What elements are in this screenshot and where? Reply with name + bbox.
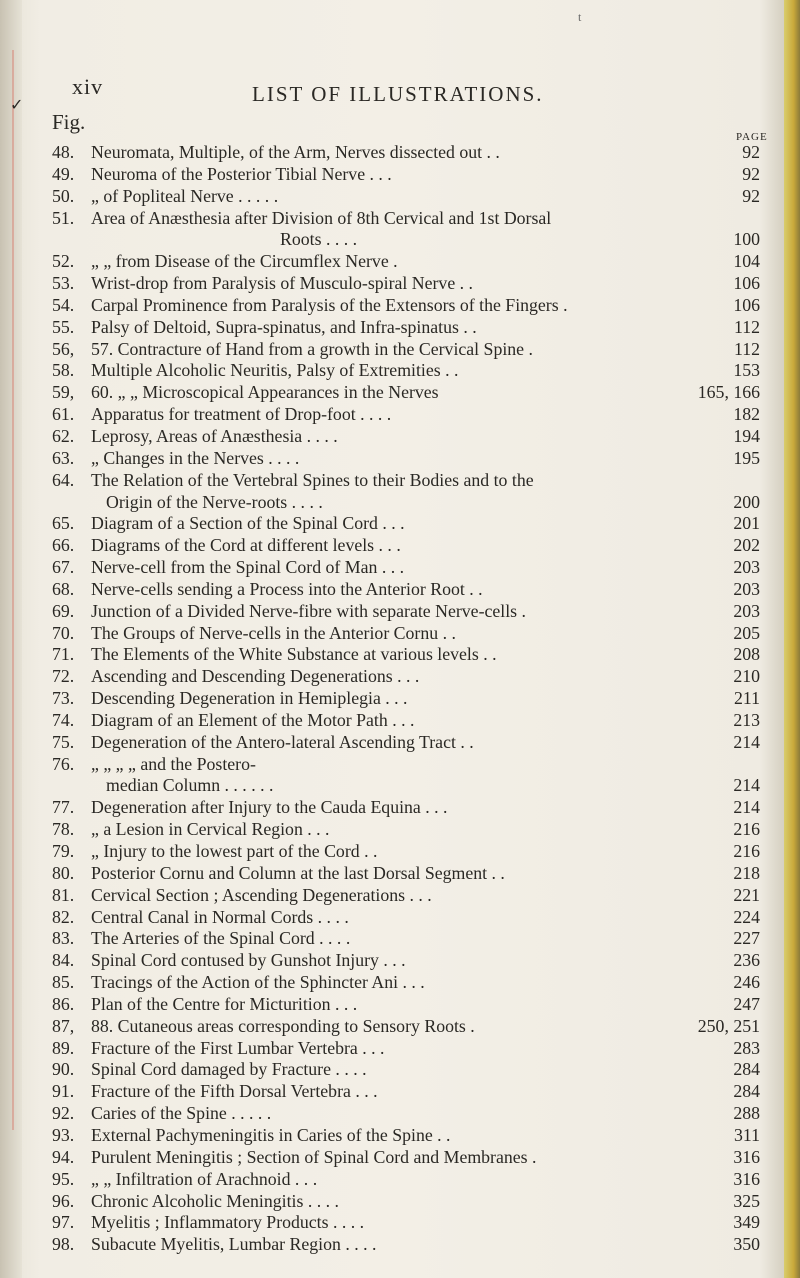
list-item (0, 666, 784, 688)
figure-title: Degeneration of the Antero-lateral Ascending Tract . . (91, 731, 474, 752)
figure-title: Diagram of an Element of the Motor Path . . . (91, 709, 415, 730)
list-item (0, 557, 784, 579)
list-item (0, 1059, 784, 1081)
figure-number: 83. (52, 928, 75, 949)
figure-title: Palsy of Deltoid, Supra-spinatus, and Infra-spinatus . . (91, 316, 477, 337)
list-item (0, 273, 784, 295)
page-number: 325 (733, 1190, 760, 1211)
page-number: 214 (733, 797, 760, 818)
page-number: 216 (733, 841, 760, 861)
page-number: 284 (733, 1081, 760, 1102)
figure-number: 64. (52, 469, 75, 490)
figure-title: „ „ from Disease of the Circumflex Nerve . (91, 251, 398, 272)
figure-title: Nerve-cell from the Spinal Cord of Man . . . (91, 557, 405, 578)
figure-number: 69. (52, 600, 75, 621)
figure-number: 86. (52, 993, 75, 1014)
page-number: 214 (733, 775, 760, 796)
figure-title: Caries of the Spine . . . . . (91, 1103, 272, 1124)
figure-number: 78. (52, 819, 75, 840)
list-item (0, 404, 784, 426)
figure-number: 84. (52, 950, 75, 971)
page-number: 200 (733, 491, 760, 512)
list-item (0, 907, 784, 929)
figure-title: „ of Popliteal Nerve . . . . . (91, 185, 279, 206)
figure-number: 77. (52, 797, 75, 818)
page-number: 316 (733, 1146, 760, 1167)
figure-number: 93. (52, 1124, 75, 1145)
page-number: 195 (733, 447, 760, 468)
page-number: 100 (733, 229, 760, 250)
page-number: 104 (733, 251, 760, 272)
figure-number: 58. (52, 360, 75, 381)
page-number: 211 (733, 688, 760, 709)
figure-title: Apparatus for treatment of Drop-foot . . . . (91, 404, 392, 425)
page-number: 153 (733, 360, 760, 381)
page-number: 92 (742, 142, 760, 162)
page-number: 203 (733, 578, 760, 599)
page-number: 201 (733, 513, 760, 534)
list-item (0, 360, 784, 382)
list-item (0, 863, 784, 885)
figure-number: 81. (52, 884, 75, 905)
list-item (0, 448, 784, 470)
figure-title: Spinal Cord contused by Gunshot Injury . . . (91, 950, 406, 971)
page-number: 216 (733, 819, 760, 840)
figure-number: 67. (52, 557, 75, 578)
figure-number: 80. (52, 862, 75, 883)
list-item (0, 732, 784, 754)
figure-number: 66. (52, 535, 75, 556)
figure-title: Neuroma of the Posterior Tibial Nerve . . . (91, 163, 392, 184)
figure-number: 53. (52, 273, 75, 294)
figure-title: Myelitis ; Inflammatory Products . . . . (91, 1212, 365, 1233)
page-number: 284 (733, 1059, 760, 1080)
figure-number: 96. (52, 1190, 75, 1211)
margin-check-mark: ✓ (10, 97, 24, 114)
list-item (0, 950, 784, 972)
list-item (0, 688, 784, 710)
list-item (0, 797, 784, 819)
figure-title: The Groups of Nerve-cells in the Anterior Cornu . . (91, 622, 456, 643)
page-number: 213 (733, 709, 760, 730)
list-item (0, 928, 784, 950)
figure-number: 61. (52, 404, 75, 425)
page-number: 288 (733, 1103, 760, 1124)
figure-number: 74. (52, 709, 75, 730)
figure-title: External Pachymeningitis in Caries of the Spine . . (91, 1124, 451, 1145)
page-number: 350 (733, 1234, 760, 1255)
list-item (0, 513, 784, 535)
page-number: 247 (733, 993, 760, 1014)
figure-title: Multiple Alcoholic Neuritis, Palsy of Extremities . . (91, 360, 459, 381)
list-item (0, 601, 784, 623)
figure-number: 98. (52, 1234, 75, 1255)
figure-title: Subacute Myelitis, Lumbar Region . . . . (91, 1234, 377, 1255)
figure-title: Wrist-drop from Paralysis of Musculo-spiral Nerve . . (91, 273, 473, 294)
figure-title: Nerve-cells sending a Process into the Anterior Root . . (91, 578, 483, 599)
page-number: 221 (733, 884, 760, 905)
list-item (0, 994, 784, 1016)
page-number: 210 (733, 666, 760, 687)
page-number: 106 (733, 294, 760, 315)
list-item (0, 1038, 784, 1060)
figure-number: 94. (52, 1146, 75, 1167)
figure-title: Tracings of the Action of the Sphincter Ani . . . (91, 972, 425, 993)
figure-title: „ a Lesion in Cervical Region . . . (91, 819, 330, 840)
figure-title: Fracture of the First Lumbar Vertebra . . . (91, 1037, 385, 1058)
page-number: 203 (733, 557, 760, 578)
figure-number: 56, (52, 338, 75, 359)
page-number: 112 (733, 316, 760, 337)
figure-number: 50. (52, 185, 75, 206)
list-item (0, 186, 784, 208)
figure-number: 59, (52, 382, 75, 403)
figure-number: 90. (52, 1059, 75, 1080)
page-number: 203 (733, 600, 760, 621)
list-item (0, 382, 784, 404)
figure-title: „ „ „ „ and the Postero- (91, 753, 256, 774)
list-item (0, 1103, 784, 1125)
figure-number: 72. (52, 666, 75, 687)
figure-title: median Column . . . . . . (106, 775, 274, 796)
figure-number: 91. (52, 1081, 75, 1102)
illustration-list (0, 142, 784, 1256)
list-item (0, 535, 784, 557)
figure-number: 48. (52, 142, 75, 162)
page-number: 182 (733, 404, 760, 425)
page-number: 92 (742, 185, 760, 206)
figure-title: Ascending and Descending Degenerations . . . (91, 666, 420, 687)
list-item (0, 317, 784, 339)
figure-number: 85. (52, 972, 75, 993)
page-number: 218 (733, 862, 760, 883)
page-number: 283 (733, 1037, 760, 1058)
figure-title: 57. Contracture of Hand from a growth in the Cervical Spine . (91, 338, 533, 359)
figure-title: Plan of the Centre for Micturition . . . (91, 993, 358, 1014)
figure-title: Degeneration after Injury to the Cauda Equina . . . (91, 797, 448, 818)
figure-title: Central Canal in Normal Cords . . . . (91, 906, 349, 927)
list-item (0, 470, 784, 492)
figure-title: 60. „ „ Microscopical Appearances in the Nerves (91, 382, 439, 403)
list-item (0, 251, 784, 273)
figure-title: „ Injury to the lowest part of the Cord . . (91, 841, 378, 861)
figure-number: 54. (52, 294, 75, 315)
page-number: 224 (733, 906, 760, 927)
list-item (0, 1081, 784, 1103)
figure-number: 89. (52, 1037, 75, 1058)
list-item (0, 339, 784, 361)
page-column-heading: PAGE (736, 131, 768, 143)
figure-number: 63. (52, 447, 75, 468)
figure-number: 79. (52, 841, 75, 861)
list-item (0, 710, 784, 732)
figure-title: Origin of the Nerve-roots . . . . (106, 491, 323, 512)
list-item (0, 1016, 784, 1038)
figure-title: Chronic Alcoholic Meningitis . . . . (91, 1190, 339, 1211)
list-item (0, 229, 784, 251)
figure-title: „ „ Infiltration of Arachnoid . . . (91, 1168, 318, 1189)
figure-title: Purulent Meningitis ; Section of Spinal Cord and Membranes . (91, 1146, 537, 1167)
figure-title: The Arteries of the Spinal Cord . . . . (91, 928, 351, 949)
list-item (0, 775, 784, 797)
corner-mark: t (578, 10, 582, 24)
list-item (0, 295, 784, 317)
page-number: 214 (733, 731, 760, 752)
figure-title: 88. Cutaneous areas corresponding to Sensory Roots . (91, 1015, 475, 1036)
figure-number: 68. (52, 578, 75, 599)
page-number: 112 (733, 338, 760, 359)
figure-number: 95. (52, 1168, 75, 1189)
figure-number: 82. (52, 906, 75, 927)
list-item (0, 841, 784, 863)
figure-title: Junction of a Divided Nerve-fibre with separate Nerve-cells . (91, 600, 526, 621)
page-number: 316 (733, 1168, 760, 1189)
page-number: 311 (733, 1124, 760, 1145)
list-item (0, 426, 784, 448)
figure-title: The Elements of the White Substance at various levels . . (91, 644, 497, 665)
running-head: LIST OF ILLUSTRATIONS. (252, 82, 544, 106)
figure-title: „ Changes in the Nerves . . . . (91, 447, 300, 468)
figure-title: Leprosy, Areas of Anæsthesia . . . . (91, 425, 338, 446)
list-item (0, 1147, 784, 1169)
figure-title: Spinal Cord damaged by Fracture . . . . (91, 1059, 367, 1080)
figure-number: 62. (52, 425, 75, 446)
figure-number: 49. (52, 163, 75, 184)
list-item (0, 579, 784, 601)
list-item (0, 885, 784, 907)
list-item (0, 1125, 784, 1147)
figure-title: Roots . . . . (280, 229, 358, 250)
page-number: 250, 251 (697, 1015, 760, 1036)
figure-number: 71. (52, 644, 75, 665)
fig-column-heading: Fig. (52, 110, 86, 134)
page-number: 202 (733, 535, 760, 556)
page-number: 92 (742, 163, 760, 184)
list-item (0, 972, 784, 994)
page-number: 165, 166 (697, 382, 760, 403)
list-item (0, 142, 784, 164)
list-item (0, 644, 784, 666)
list-item (0, 1234, 784, 1256)
figure-title: Diagram of a Section of the Spinal Cord . . . (91, 513, 405, 534)
page-number: 227 (733, 928, 760, 949)
folio-number: xiv (72, 74, 104, 99)
figure-title: Diagrams of the Cord at different levels . . . (91, 535, 401, 556)
figure-number: 52. (52, 251, 75, 272)
page-number: 208 (733, 644, 760, 665)
figure-title: The Relation of the Vertebral Spines to their Bodies and to the (91, 469, 534, 490)
list-item (0, 623, 784, 645)
figure-title: Carpal Prominence from Paralysis of the Extensors of the Fingers . (91, 294, 568, 315)
figure-title: Fracture of the Fifth Dorsal Vertebra . . . (91, 1081, 378, 1102)
figure-number: 65. (52, 513, 75, 534)
list-item (0, 164, 784, 186)
page-number: 194 (733, 425, 760, 446)
list-item (0, 1169, 784, 1191)
figure-title: Descending Degeneration in Hemiplegia . . . (91, 688, 408, 709)
figure-number: 73. (52, 688, 75, 709)
figure-title: Posterior Cornu and Column at the last Dorsal Segment . . (91, 862, 505, 883)
figure-number: 51. (52, 207, 75, 228)
figure-number: 76. (52, 753, 75, 774)
figure-title: Cervical Section ; Ascending Degenerations . . . (91, 884, 432, 905)
list-item (0, 1212, 784, 1234)
list-item (0, 492, 784, 514)
list-item (0, 819, 784, 841)
page-number: 205 (733, 622, 760, 643)
figure-number: 70. (52, 622, 75, 643)
page-number: 246 (733, 972, 760, 993)
page-gilt-edge (784, 0, 800, 1278)
figure-title: Area of Anæsthesia after Division of 8th Cervical and 1st Dorsal (91, 207, 552, 228)
page-number: 236 (733, 950, 760, 971)
figure-number: 75. (52, 731, 75, 752)
figure-title: Neuromata, Multiple, of the Arm, Nerves dissected out . . (91, 142, 500, 162)
list-item (0, 1191, 784, 1213)
list-item (0, 754, 784, 776)
list-item (0, 208, 784, 230)
page-number: 349 (733, 1212, 760, 1233)
figure-number: 87, (52, 1015, 75, 1036)
figure-number: 92. (52, 1103, 75, 1124)
figure-number: 55. (52, 316, 75, 337)
page-number: 106 (733, 273, 760, 294)
figure-number: 97. (52, 1212, 75, 1233)
